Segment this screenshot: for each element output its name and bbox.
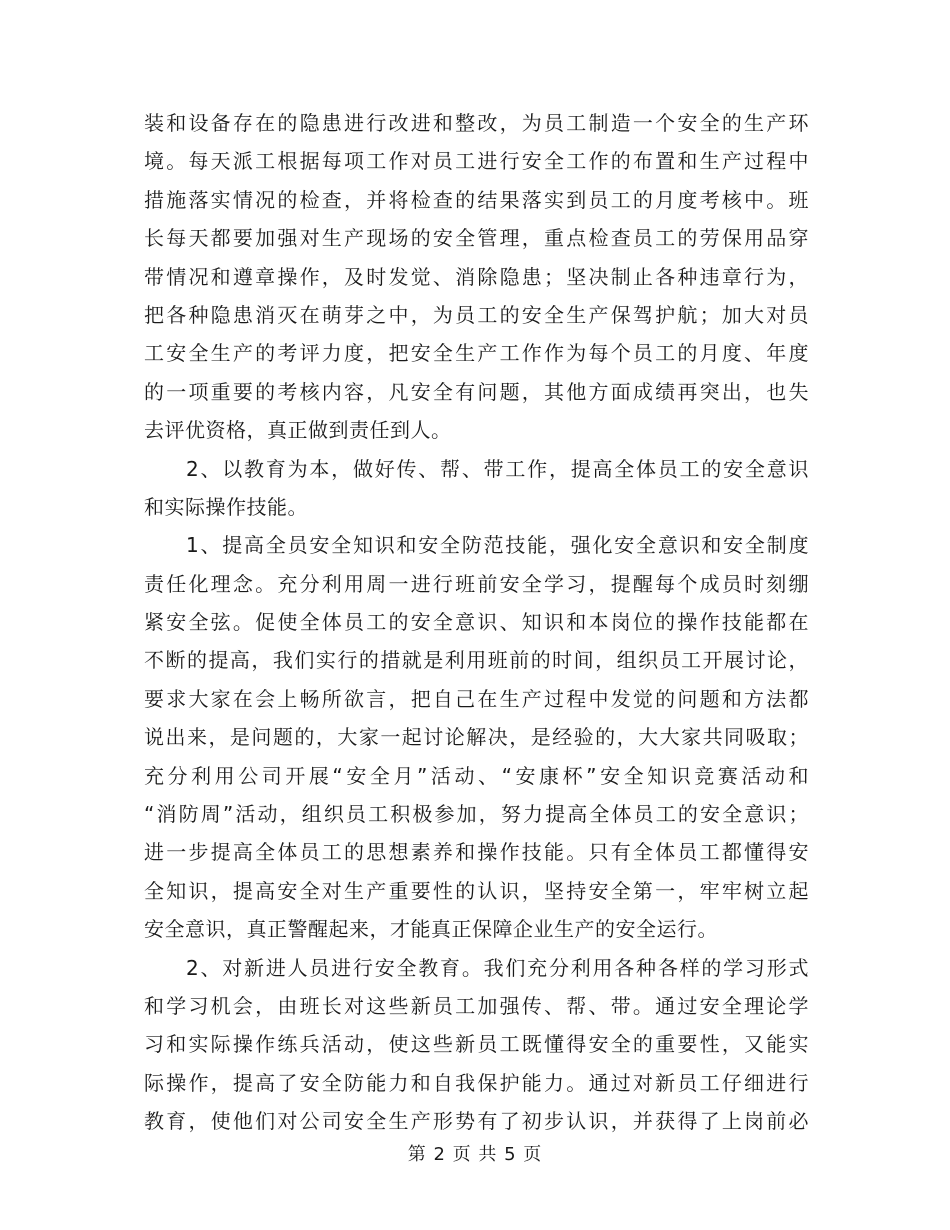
text-line: 去评优资格，真正做到责任到人。 <box>144 418 452 443</box>
paragraph <box>144 104 809 450</box>
text-line: “消防周”活动，组织员工积极参加，努力提高全体员工的安全意识； <box>144 802 809 827</box>
text-line: 1、提高全员安全知识和安全防范技能，强化安全意识和安全制度 <box>186 533 809 558</box>
text-line: 工安全生产的考评力度，把安全生产工作作为每个员工的月度、年度 <box>144 341 809 366</box>
text-line: 长每天都要加强对生产现场的安全管理，重点检查员工的劳保用品穿 <box>144 226 809 251</box>
text-line: 2、以教育为本，做好传、帮、带工作，提高全体员工的安全意识 <box>186 456 809 481</box>
text-line: 安全意识，真正警醒起来，才能真正保障企业生产的安全运行。 <box>144 917 718 942</box>
paragraph <box>144 526 809 948</box>
text-line: 和学习机会，由班长对这些新员工加强传、帮、带。通过安全理论学 <box>144 993 809 1018</box>
text-line: 不断的提高，我们实行的措就是利用班前的时间，组织员工开展讨论， <box>144 648 809 673</box>
body-text <box>144 104 809 1141</box>
text-line: 要求大家在会上畅所欲言，把自己在生产过程中发觉的问题和方法都 <box>144 686 809 711</box>
text-line: 责任化理念。充分利用周一进行班前安全学习，提醒每个成员时刻绷 <box>144 571 809 596</box>
text-line: 的一项重要的考核内容，凡安全有问题，其他方面成绩再突出，也失 <box>144 379 809 404</box>
text-line: 进一步提高全体员工的思想素养和操作技能。只有全体员工都懂得安 <box>144 840 809 865</box>
text-line: 紧安全弦。促使全体员工的安全意识、知识和本岗位的操作技能都在 <box>144 610 809 635</box>
text-line: 措施落实情况的检查，并将检查的结果落实到员工的月度考核中。班 <box>144 187 809 212</box>
text-line: 说出来，是问题的，大家一起讨论解决，是经验的，大大家共同吸取； <box>144 725 809 750</box>
text-line: 境。每天派工根据每项工作对员工进行安全工作的布置和生产过程中 <box>144 149 809 174</box>
page-footer: 第 2 页 共 5 页 <box>407 1144 543 1165</box>
text-line: 和实际操作技能。 <box>144 494 308 519</box>
text-line: 装和设备存在的隐患进行改进和整改，为员工制造一个安全的生产环 <box>144 111 809 135</box>
text-line: 2、对新进人员进行安全教育。我们充分利用各种各样的学习形式 <box>186 955 809 980</box>
text-line: 带情况和遵章操作，及时发觉、消除隐患；坚决制止各种违章行为， <box>144 264 809 289</box>
paragraph <box>144 450 809 527</box>
paragraph <box>144 949 809 1141</box>
text-line: 际操作，提高了安全防能力和自我保护能力。通过对新员工仔细进行 <box>144 1070 809 1095</box>
text-line: 把各种隐患消灭在萌芽之中，为员工的安全生产保驾护航；加大对员 <box>144 302 809 327</box>
text-line: 全知识，提高安全对生产重要性的认识，坚持安全第一，牢牢树立起 <box>144 878 809 903</box>
text-line: 教育，使他们对公司安全生产形势有了初步认识，并获得了上岗前必 <box>144 1109 809 1134</box>
text-line: 习和实际操作练兵活动，使这些新员工既懂得安全的重要性，又能实 <box>144 1032 809 1057</box>
text-line: 充分利用公司开展“安全月”活动、“安康杯”安全知识竞赛活动和 <box>144 763 809 788</box>
